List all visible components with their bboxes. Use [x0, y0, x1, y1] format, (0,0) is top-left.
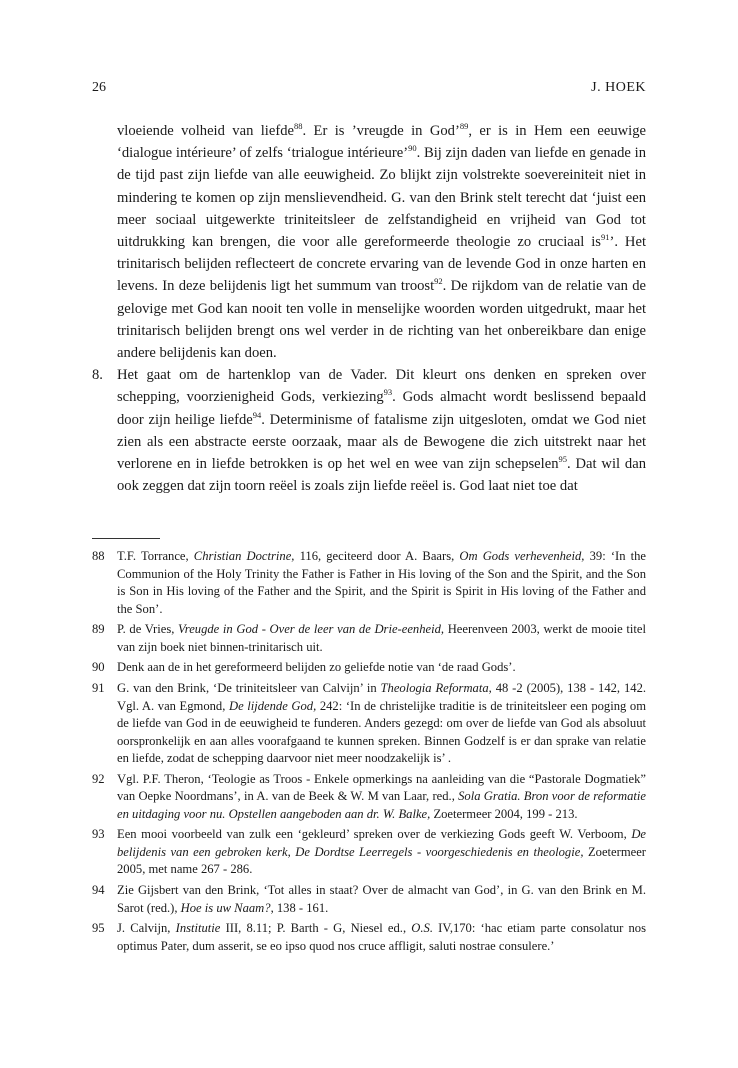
footnote-95: [92, 920, 646, 955]
text-run: . Bij zijn daden van liefde en genade in de tijd past zijn liefde van alle eeuwigheid. Zo blijkt zijn volstrekte soevereiniteit niet in mindering te komen op zijn menslievendheid. G. van den Brink stelt terecht dat ‘juist een meer sociaal uitgewerkte triniteitsleer de zelfstandigheid en vrijheid van God tot uitdrukking kan brengen, die voor alle gereformeerde theologie zo cruciaal is: [117, 145, 646, 251]
text-run: G. van den Brink, ‘De triniteitsleer van Calvijn’ in: [117, 681, 381, 696]
footnote-ref: 89: [459, 121, 469, 132]
text-run: . Gods almacht wordt beslissend bepaald door zijn heilige liefde: [117, 389, 646, 428]
text-run: , er is in Hem een eeuwige ‘dialogue intérieure’ of zelfs ‘trialogue intérieure’: [117, 123, 647, 162]
text-run: Heerenveen 2003, werkt de mooie titel van zijn boek niet binnen-trinitarisch uit.: [117, 622, 646, 654]
footnote-number: 90: [92, 660, 105, 675]
footnote-number: 92: [92, 771, 105, 786]
text-run: 48 -2 (2005), 138 - 142, 142. Vgl. A. van Egmond,: [117, 681, 647, 713]
text-run: Zoetermeer 2004, 199 - 213.: [430, 806, 578, 821]
text-run: . Dat wil dan ook zeggen dat zijn toorn reëel is zoals zijn liefde reëel is. God laat niet toe dat: [117, 456, 646, 495]
footnote-92: [92, 771, 646, 824]
citation-title: Theologia Reformata,: [380, 681, 492, 696]
text-run: Het gaat om de hartenklop van de Vader. Dit kleurt ons denken en spreken over schepping, voorzienigheid Gods, verkiezing: [117, 367, 646, 406]
text-run: T.F. Torrance,: [117, 549, 194, 563]
body-text: [92, 120, 646, 497]
footnote-number: 88: [92, 549, 105, 563]
text-run: . Er is ’vreugde in God’: [302, 123, 460, 139]
citation-title: Om Gods verhevenheid,: [459, 549, 585, 563]
text-run: Zie Gijsbert van den Brink, ‘Tot alles in staat? Over de almacht van God’, in G. van den Brink en M. Sarot (red.),: [117, 883, 646, 915]
footnote-88: [92, 548, 646, 618]
footnote-number: 93: [92, 827, 105, 842]
footnote-ref: 90: [408, 143, 417, 154]
continued-paragraph: [92, 120, 646, 364]
text-run: 39: ‘In the Communion of the Holy Trinity the Father is Father in His loving of the Son and the Spirit, and the Son is Son in His loving of the Father and the Spirit, and the Spirit is Spirit in His loving of the Father and the Son’.: [117, 549, 647, 616]
citation-title: Institutie: [175, 921, 221, 936]
footnote-ref: 92: [434, 276, 443, 287]
footnote-ref: 94: [252, 409, 262, 420]
footnote-number: 91: [92, 681, 105, 696]
footnote-ref: 95: [558, 454, 567, 465]
footnote-93: [92, 826, 646, 879]
citation-title: Sola Gratia. Bron voor de reformatie en uitdaging voor nu. Opstellen aangeboden aan dr. W. Balke,: [117, 789, 646, 821]
text-run: Vgl. P.F. Theron, ‘Teologie as Troos - Enkele opmerkings na aanleiding van die “Pastorale Dogmatiek” van Oepke Noordmans’, in A. van de Beek & W. M van Laar, red.,: [117, 771, 646, 804]
text-run: ’. Het trinitarisch belijden reflecteert de concrete ervaring van de levende God in onze harten en levens. In deze belijdenis ligt het summum van troost: [117, 234, 646, 295]
text-run: III, 8.11; P. Barth - G, Niesel ed.,: [220, 921, 412, 936]
footnote-94: [92, 882, 646, 917]
footnote-number: 94: [92, 883, 105, 898]
footnotes: [92, 548, 646, 959]
footnote-number: 89: [92, 622, 105, 637]
text-run: Denk aan de in het gereformeerd belijden zo geliefde notie van ‘de raad Gods’.: [117, 660, 516, 675]
text-run: . De rijkdom van de relatie van de gelovige met God kan nooit ten volle in menselijke woorden worden uitgedrukt, maar het trinitarisch belijden brengt ons wel verder in de richting van het onbereikbare dan enige andere belijdenis kan doen.: [117, 278, 647, 362]
footnote-ref: 91: [600, 232, 610, 243]
footnote-91: [92, 680, 646, 768]
footnote-89: [92, 621, 646, 656]
footnote-number: 95: [92, 921, 105, 936]
citation-title: De belijdenis van een gebroken kerk, De Dordtse Leerregels - voorgeschiedenis en theologie,: [117, 827, 646, 859]
text-run: IV,170: ‘hac etiam parte consolatur nos optimus Pater, dum asserit, se eo ipso quod nos cruce affligit, saluti nostrae consulere.’: [117, 921, 646, 953]
citation-title: Vreugde in God - Over de leer van de Drie-eenheid,: [178, 622, 445, 637]
footnote-ref: 93: [383, 387, 393, 398]
running-head-author: J. HOEK: [591, 80, 646, 95]
text-run: P. de Vries,: [117, 622, 179, 637]
page-number: 26: [92, 80, 106, 95]
footnote-90: [92, 659, 646, 677]
citation-title: Hoe is uw Naam?: [180, 900, 271, 915]
footnote-ref: 88: [293, 121, 303, 132]
text-run: , 138 - 161.: [270, 900, 329, 915]
citation-title: O.S.: [411, 921, 433, 936]
footnote-separator: [92, 538, 160, 539]
text-run: . Determinisme of fatalisme zijn uitgesloten, omdat we God niet zien als een abstracte eerste oorzaak, maar als de Bewogene die zich uitstrekt naar het verlorene en in liefde betrokken is op het wel en wee van zijn schepselen: [117, 411, 647, 473]
text-run: Een mooi voorbeeld van zulk een ‘gekleurd’ spreken over de verkiezing Gods geeft W. Verboom,: [117, 827, 632, 842]
text-run: J. Calvijn,: [117, 921, 176, 936]
citation-title: De lijdende God,: [228, 698, 317, 713]
list-item-number: 8.: [92, 367, 103, 384]
text-run: 242: ‘In de christelijke traditie is de triniteitsleer een poging om de liefde van God in de eeuwigheid te funderen. Anders gezegd: om over de liefde van God als absoluut oorspronkelijk en aan alles voorafgaand te kunnen spreken. Binnen Godzelf is er dan sprake van relatie en liefde, zodat de schepping daarvoor niet meer noodzakelijk is’ .: [117, 698, 647, 766]
list-item-8: [92, 364, 646, 497]
text-run: Zoetermeer 2005, met name 267 - 286.: [117, 844, 646, 877]
citation-title: Christian Doctrine,: [193, 549, 295, 563]
text-run: 116, geciteerd door A. Baars,: [294, 549, 460, 563]
text-run: vloeiende volheid van liefde: [117, 123, 294, 139]
